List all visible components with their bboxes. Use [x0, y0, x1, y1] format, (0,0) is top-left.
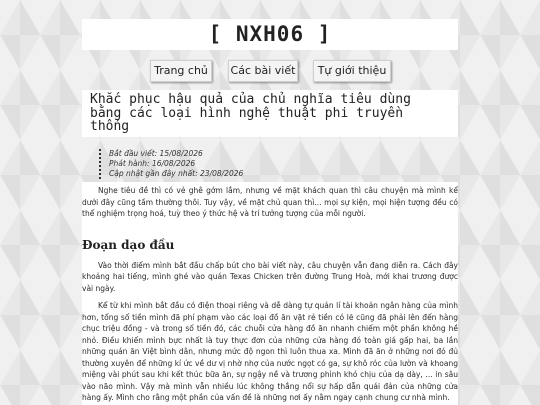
post-content: [82, 182, 458, 405]
site-title[interactable]: [ NXH06 ]: [82, 19, 458, 50]
intro-paragraph: Nghe tiêu đề thì có vẻ ghê gớm lắm, nhưng về mặt khách quan thì câu chuyện mà mình kể dưới đây cũng tầm thường thôi. Tuy vậy, về mặt chủ quan thì... mọi sự kiện, mọi hiện tượng đều có thể nghiệm trọng hoá, tuỳ theo ý thức hệ và trí tưởng tượng của mỗi người.: [82, 186, 458, 218]
post-meta: [99, 149, 243, 179]
main-nav: [0, 60, 540, 82]
nav-home-button[interactable]: Trang chủ: [150, 60, 212, 82]
meta-started: Bắt đầu viết: 15/08/2026: [109, 149, 203, 158]
meta-updated: Cập nhật gần đây nhất: 23/08/2026: [109, 169, 244, 178]
body-paragraph: Vào thời điểm mình bắt đầu chấp bút cho bài viết này, câu chuyện vẫn đang diễn ra. Cách đây khoảng hai tiếng, mình ghé vào quán Texas Chicken trên đường Trung Hoà, mới khai trương được vài ngày.: [82, 260, 458, 293]
body-paragraph: Kể từ khi mình bắt đầu có điện thoại riêng và dễ dàng tự quản lí tài khoản ngân hàng của mình hơn, tổng số tiền mình đã phí phạm vào các loại đồ ăn vặt rẻ tiền có lẽ cũng đã phải lên đến hàng chục triệu đồng - và trong số tiền đó, các chuỗi cửa hàng đồ ăn nhanh chiếm một phần không hề nhỏ. Điều khiến mình bực nhất là tuy thực đơn của những cửa hàng đó toàn giá gấp hai, ba lần những quán ăn Việt bình dân, nhưng mức độ ngon thì luôn thua xa. Mình đã ăn ở những nơi đó đủ thường xuyên để những kí ức về dư vị nhờ nhợ của nước ngọt có ga, sự khô róc của lườn và khoang miệng vài phút sau khi kết thúc bữa ăn, sự ngậy nề và trương phình khó chịu của dạ dày, ... in sâu vào não mình. Vậy mà mình vẫn nhiều lúc không thắng nổi sự hấp dẫn quái đản của những cửa hàng ấy. Mình cho rằng một phần của vấn đề là những nơi ấy nằm ngay cạnh chung cư nhà mình.: [82, 301, 458, 402]
meta-published: Phát hành: 16/08/2026: [109, 159, 196, 168]
nav-about-button[interactable]: Tự giới thiệu: [313, 60, 391, 82]
section-heading: Đoạn dạo đầu: [82, 237, 175, 252]
post-title: Khắc phục hậu quả của chủ nghĩa tiêu dùng bằng các loại hình nghệ thuật phi truyền thống: [82, 90, 458, 137]
nav-posts-button[interactable]: Các bài viết: [228, 60, 298, 82]
